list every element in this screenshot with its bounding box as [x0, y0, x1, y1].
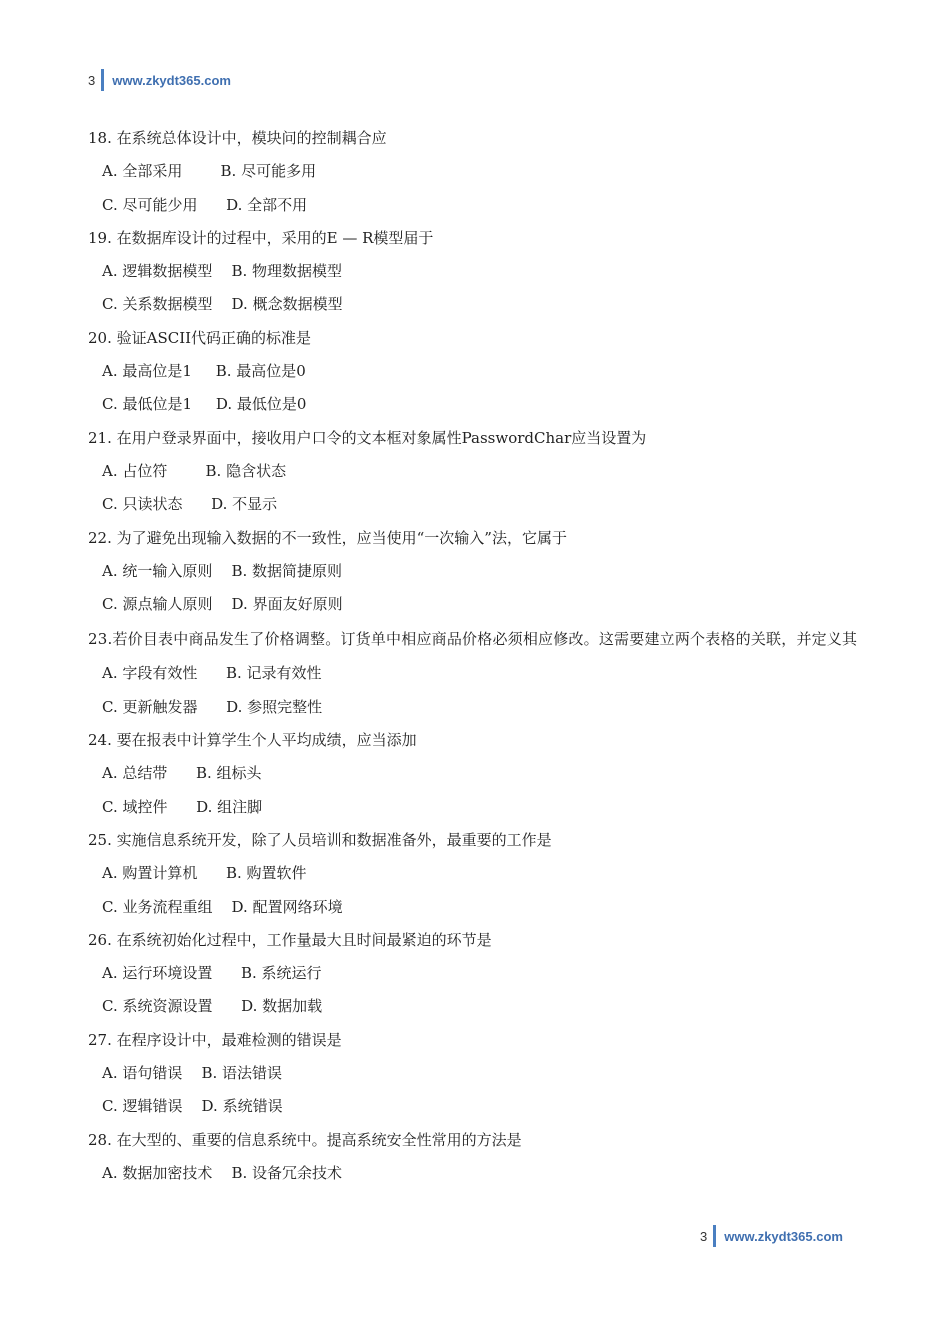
question-options: C. 只读状态 D. 不显示	[102, 495, 278, 514]
question-stem: 23.若价目表中商品发生了价格调整。订货单中相应商品价格必须相应修改。这需要建立两个表格的关联，并定义其	[88, 630, 858, 649]
question-options: A. 统一输入原则 B. 数据简捷原则	[102, 561, 343, 580]
question-stem: 21. 在用户登录界面中，接收用户口令的文本框对象属性PasswordChar应当设置为	[88, 428, 647, 447]
question-options: A. 数据加密技术 B. 设备冗余技术	[102, 1163, 343, 1182]
footer-page-number: 3	[700, 1228, 708, 1244]
question-stem: 26. 在系统初始化过程中，工作量最大且时间最紧迫的环节是	[88, 930, 492, 949]
header-page-number: 3	[88, 72, 96, 88]
question-stem: 20. 验证ASCII代码正确的标准是	[88, 328, 312, 347]
question-options: C. 逻辑错误 D. 系统错误	[102, 1097, 283, 1116]
question-stem: 28. 在大型的、重要的信息系统中。提高系统安全性常用的方法是	[88, 1130, 522, 1149]
question-options: A. 逻辑数据模型 B. 物理数据模型	[102, 262, 343, 281]
question-stem: 18. 在系统总体设计中，模块问的控制耦合应	[88, 129, 387, 147]
footer-divider	[713, 1225, 716, 1247]
footer-site-link[interactable]: www.zkydt365.com	[724, 1228, 843, 1244]
question-options: A. 全部采用 B. 尽可能多用	[102, 162, 317, 181]
question-options: A. 语句错误 B. 语法错误	[102, 1064, 283, 1083]
question-options: A. 运行环境设置 B. 系统运行	[102, 964, 322, 983]
question-stem: 19. 在数据库设计的过程中，采用的E — R模型届于	[88, 228, 434, 247]
page-header	[88, 68, 231, 92]
question-options: A. 占位符 B. 隐含状态	[102, 461, 287, 480]
question-options: A. 总结带 B. 组标头	[102, 764, 262, 783]
question-options: C. 关系数据模型 D. 概念数据模型	[102, 295, 343, 314]
question-stem: 24. 要在报表中计算学生个人平均成绩，应当添加	[88, 731, 417, 750]
header-divider	[101, 69, 104, 91]
question-options: C. 业务流程重组 D. 配置网络环境	[102, 897, 343, 916]
question-options: C. 系统资源设置 D. 数据加载	[102, 997, 323, 1016]
question-options: C. 域控件 D. 组注脚	[102, 797, 263, 816]
question-options: A. 购置计算机 B. 购置软件	[102, 864, 307, 883]
question-stem: 27. 在程序设计中，最难检测的错误是	[88, 1030, 342, 1049]
question-stem: 22. 为了避免出现输入数据的不一致性，应当使用“一次输入”法，它属于	[88, 528, 567, 547]
question-options: A. 最高位是1 B. 最高位是0	[102, 362, 306, 381]
question-list	[88, 122, 878, 1190]
page-footer	[700, 1224, 843, 1248]
question-stem: 25. 实施信息系统开发，除了人员培训和数据准备外，最重要的工作是	[88, 830, 552, 849]
question-options: C. 更新触发器 D. 参照完整性	[102, 697, 323, 716]
header-site-link[interactable]: www.zkydt365.com	[112, 72, 231, 88]
question-options: C. 最低位是1 D. 最低位是0	[102, 395, 307, 414]
question-options: C. 尽可能少用 D. 全部不用	[102, 195, 308, 214]
question-options: C. 源点输人原则 D. 界面友好原则	[102, 595, 343, 614]
question-options: A. 字段有效性 B. 记录有效性	[102, 664, 322, 683]
